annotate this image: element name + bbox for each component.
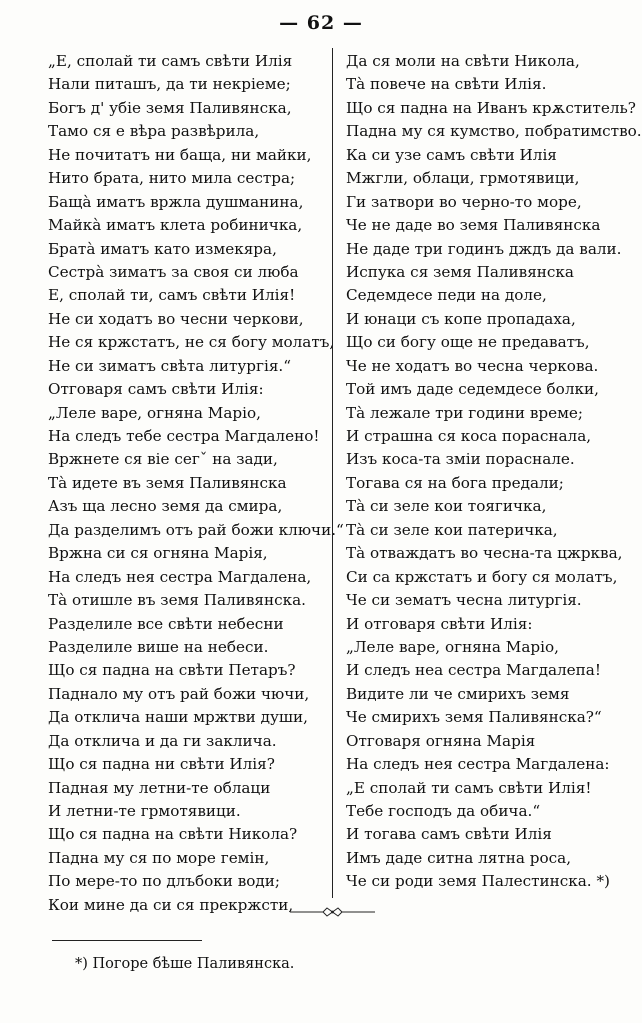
- verse-line: Тогава ся на бога предали;: [346, 473, 564, 492]
- verse-line: Вржнете ся віе сегˇ на зади,: [48, 450, 278, 469]
- verse-line: На следъ нея сестра Магдалена:: [346, 755, 610, 774]
- verse-line: И отговаря свѣти Илія:: [346, 614, 533, 633]
- verse-line: И юнаци съ копе пропадаха,: [346, 309, 576, 328]
- verse-line: Да отклича и да ги заклича.: [48, 731, 277, 750]
- verse-line: Що ся падна на свѣти Никола?: [48, 825, 298, 844]
- verse-line: Сестрà зиматъ за своя си люба: [48, 262, 299, 281]
- column-divider: [332, 48, 333, 898]
- verse-line: Що си богу още не предаватъ,: [346, 333, 590, 352]
- verse-line: Не си ходатъ во чесни черкови,: [48, 309, 304, 328]
- verse-line: Че не даде во земя Паливянска: [346, 216, 601, 235]
- verse-line: Че смирихъ земя Паливянска?“: [346, 708, 602, 727]
- verse-line: Испука ся земя Паливянска: [346, 262, 574, 281]
- verse-line: Не почитатъ ни баща, ни майки,: [48, 145, 312, 164]
- page-number: — 62 —: [279, 12, 363, 34]
- footnote-rule: [52, 940, 202, 941]
- verse-line: Той имъ даде седемдесе болки,: [346, 380, 599, 399]
- verse-line: Мжгли, облаци, грмотявици,: [346, 169, 580, 188]
- verse-line: Че не ходатъ во чесна черкова.: [346, 356, 599, 375]
- verse-line: Братà иматъ като измекяра,: [48, 239, 277, 258]
- verse-line: Тебе господъ да обича.“: [346, 802, 541, 820]
- verse-line: Отговаря огняна Марія: [346, 731, 536, 750]
- verse-line: Видите ли че смирихъ земя: [346, 684, 570, 703]
- verse-line: „Е сполай ти самъ свѣти Илія!: [346, 778, 592, 797]
- verse-line: Ка си узе самъ свѣти Илія: [346, 145, 557, 164]
- verse-line: Тà повече на свѣти Илія.: [346, 75, 547, 94]
- verse-line: Падная му летни-те облаци: [48, 778, 271, 797]
- verse-line: Нали питашъ, да ти некріеме;: [48, 75, 291, 94]
- verse-line: Тà идете въ земя Паливянска: [48, 473, 287, 492]
- verse-line: И летни-те грмотявици.: [48, 802, 241, 820]
- verse-line: Да разделимъ отъ рай божи ключи.“: [48, 520, 344, 539]
- verse-line: Отговаря самъ свѣти Илія:: [48, 380, 264, 399]
- verse-line: Си са кржстатъ и богу ся молатъ,: [346, 567, 618, 586]
- verse-line: Тà отваждатъ во чесна-та цжрква,: [346, 544, 623, 563]
- verse-line: Че си зематъ чесна литургія.: [346, 591, 582, 610]
- verse-line: Не си зиматъ свѣта литургія.“: [48, 356, 291, 375]
- verse-line: И следъ неа сестра Магдалепа!: [346, 661, 601, 680]
- verse-line: Имъ даде ситна лятна роса,: [346, 848, 572, 867]
- verse-line: Да ся моли на свѣти Никола,: [346, 52, 580, 70]
- verse-line: Бащà иматъ вржла душманина,: [48, 192, 304, 211]
- verse-line: „Леле варе, огняна Маріо,: [346, 637, 559, 656]
- verse-line: Да отклича наши мржтви души,: [48, 708, 308, 727]
- verse-line: Падна му ся кумство, побратимство.: [346, 122, 642, 141]
- verse-line: Че си роди земя Палестинска. *): [346, 872, 610, 891]
- verse-line: Богъ д' убіе земя Паливянска,: [48, 98, 292, 117]
- verse-line: Падна му ся по море гемін,: [48, 848, 270, 867]
- verse-line: Що ся падна ни свѣти Илія?: [48, 755, 275, 774]
- verse-line: Тà си зеле кои патеричка,: [346, 520, 558, 539]
- verse-line: На следъ нея сестра Магдалена,: [48, 567, 312, 586]
- verse-line: Що ся падна на свѣти Петаръ?: [48, 661, 296, 680]
- verse-line: Тà лежале три години време;: [346, 403, 584, 422]
- verse-line: Вржна си ся огняна Марія,: [48, 544, 268, 563]
- verse-line: Седемдесе педи на доле,: [346, 286, 547, 305]
- verse-line: Не ся кржстатъ, не ся богу молатъ,: [48, 333, 335, 352]
- verse-line: Не даде три годинъ дждъ да вали.: [346, 239, 622, 258]
- verse-line: Майкà иматъ клета робиничка,: [48, 216, 303, 235]
- verse-line: Тà отишле въ земя Паливянска.: [48, 591, 307, 610]
- verse-line: Разделиле више на небеси.: [48, 637, 269, 656]
- verse-line: „Леле варе, огняна Маріо,: [48, 403, 261, 422]
- verse-line: Тà си зеле кои тоягичка,: [346, 497, 547, 516]
- verse-line: Нито брата, нито мила сестра;: [48, 169, 296, 188]
- verse-line: Кои мине да си ся прекржсти,: [48, 895, 294, 914]
- footnote: *) Погоре бѣше Паливянска.: [75, 956, 295, 972]
- verse-line: Разделиле все свѣти небесни: [48, 614, 284, 633]
- verse-line: По мере-то по длъбоки води;: [48, 872, 281, 891]
- ornament-divider: [290, 905, 375, 919]
- left-column: [48, 50, 344, 917]
- verse-line: Азъ ща лесно земя да смира,: [48, 497, 283, 516]
- verse-line: И тогава самъ свѣти Илія: [346, 825, 552, 844]
- verse-line: И страшна ся коса пораснала,: [346, 427, 592, 445]
- verse-line: Ги затвори во черно-то море,: [346, 192, 582, 211]
- verse-line: Изъ коса-та зміи пораснале.: [346, 450, 575, 469]
- verse-line: На следъ тебе сестра Магдалено!: [48, 427, 320, 445]
- verse-line: Що ся падна на Иванъ крѫститель?: [346, 98, 636, 117]
- verse-line: Тамо ся е вѣра развѣрила,: [48, 122, 260, 141]
- verse-line: Паднало му отъ рай божи чючи,: [48, 684, 310, 703]
- verse-line: „Е, сполай ти самъ свѣти Илія: [48, 52, 293, 70]
- verse-line: Е, сполай ти, самъ свѣти Илія!: [48, 286, 296, 305]
- right-column: [346, 50, 642, 894]
